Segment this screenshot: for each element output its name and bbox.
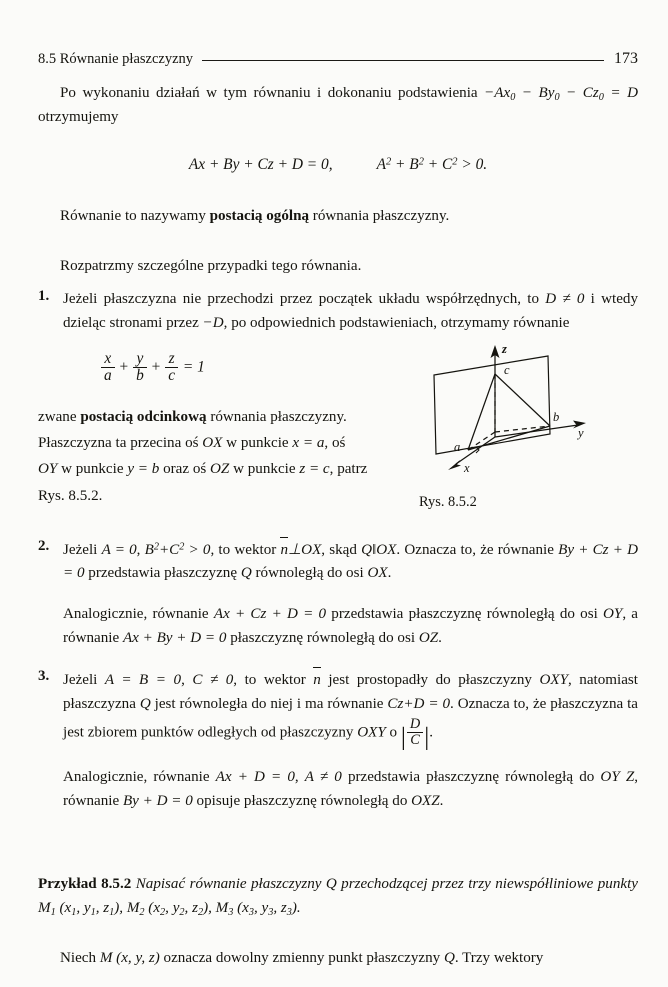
figure-plane-intercepts-diagram [426,337,626,487]
math-c-neq-0: C ≠ 0 [192,672,234,689]
term-general-form: postacią ogólną [209,208,310,225]
list-item-2-number: 2. [38,537,50,554]
plus-sign-2: + [151,358,161,376]
list-item-3-text: Jeżeli A = B = 0, C ≠ 0, to wektor n jest prostopadły do płaszczyzny OXY, natomiast płaszczyzna Q jest równoległa do niej i ma równanie Cz+D = 0. Oznacza to, że płaszczyzna ta jest zbiorem punktów odległych od płaszczyzny OXY o | $\frac{D}{C}$ |. [63,668,638,749]
label-point-b: b [552,409,559,424]
dashed-base-line [468,432,495,450]
math-ox-2: OX [367,565,388,582]
math-a-eq-b-eq-0: A = B = 0 [104,672,182,689]
math-z-eq-c: z = c [299,461,330,478]
math-q-example: Q [325,876,337,893]
running-head-section: 8.5 Równanie płaszczyzny [38,50,194,67]
section-segment-form [38,341,638,521]
paragraph-intro [38,82,638,130]
label-point-a: a [453,439,460,454]
math-q-2: Q [139,695,151,712]
display-equation-segment-form [38,345,368,387]
math-ox: OX [202,435,223,452]
triangle-edge-ca [468,374,495,450]
plus-sign-1: + [119,358,129,376]
math-point-m3: $M_3$ ($x_3$, $y_3$, $z_3$). [215,900,301,919]
label-axis-y: y [577,425,584,440]
math-point-m-xyz: M (x, y, z) [99,950,160,967]
figure-caption: Rys. 8.5.2 [419,493,477,510]
figure-8-5-2 [413,337,638,511]
math-q: Q [240,565,252,582]
paragraph-item-3-analogous: Analogicznie, równanie Ax + D = 0, A ≠ 0 przedstawia płaszczyznę równoległą do OY Z, równanie By + D = 0 opisuje płaszczyznę równoległą do OXZ. [63,768,639,809]
paragraph-item-2-analogous: Analogicznie, równanie Ax + Cz + D = 0 przedstawia płaszczyznę równoległą do osi OY, a równanie Ax + By + D = 0 płaszczyznę równoległą do osi OZ. [63,606,639,647]
math-perp-ox: ⊥OX [288,541,322,558]
paragraph-cases-intro: Rozpatrzmy szczególne przypadki tego równania. [60,258,362,275]
math-q-final: Q [443,950,455,967]
math-oxz: OXZ [411,792,440,809]
fraction-x-over-a: $\frac{x}{a}$ [101,351,115,385]
fraction-y-over-b: $\frac{y}{b}$ [133,351,147,385]
list-item-2 [38,538,638,651]
example-statement: Napisać równanie płaszczyzny Q przechodzącej przez trzy niewspółliniowe punkty $M_1$ ($x_1$, $y_1$, $z_1$), $M_2$ ($x_2$, $y_2$, $z_2$), $M_3$ ($x_3$, $y_3$, $z_3$). [38,876,638,919]
math-oxy-2: OXY [357,724,386,741]
equals-one: = 1 [182,358,205,376]
abs-bar-right: | [424,723,430,751]
triangle-edge-cb [495,374,550,426]
math-oxy: OXY [539,672,569,689]
label-axis-x: x [463,460,470,475]
running-head-rule [202,60,604,61]
display-equation-general-form [38,147,638,179]
math-by-cz-d: By + Cz + D = 0 [63,541,639,582]
intro-text-tail: otrzymujemy [38,109,119,126]
equation-right: $A^2 + B^2 + C^2 > 0$. [376,155,488,173]
fraction-z-over-c: $\frac{z}{c}$ [165,351,178,385]
intro-text: Po wykonaniu działań w tym równaniu i dokonaniu podstawienia [60,85,485,101]
math-minus-d: −D [202,314,224,331]
math-q-parallel-ox: Q‖OX [361,541,397,558]
axis-x-line [453,437,495,464]
running-head [38,48,638,70]
math-a-eq-0: A = 0 [101,541,137,558]
math-vector-n: n [280,538,288,563]
math-oz-2: OZ [418,630,439,647]
list-item-2-text: Jeżeli A = 0, $B^2+C^2 > 0$, to wektor n⊥OX, skąd Q‖OX. Oznacza to, że równanie By + Cz + D = 0 przedstawia płaszczyznę Q równoległą do osi OX. [63,538,638,587]
page-body [38,82,638,971]
list-item-3-number: 3. [38,668,50,685]
math-ax-cz-d: Ax + Cz + D = 0 [213,606,327,623]
math-by-d-eq-0: By + D = 0 [122,792,193,809]
label-point-c: c [503,362,510,377]
page-number: 173 [614,50,638,67]
math-a-neq-0: A ≠ 0 [304,768,342,785]
term-segment-form: postacią odcinkową [80,408,207,425]
math-cz-d-eq-0: Cz+D = 0 [387,695,451,712]
example-label: Przykład 8.5.2 [38,876,132,893]
abs-bar-left: | [400,723,406,751]
fraction-d-over-c: $\frac{D}{C}$ [407,717,423,749]
example-paragraph [38,873,638,921]
math-ax-d-eq-0: Ax + D = 0 [215,768,295,785]
label-axis-z: z [501,341,507,356]
math-y-eq-b: y = b [127,461,160,478]
math-oyz: OY Z [600,768,635,785]
math-vector-n-2: n [313,668,321,693]
equation-left: Ax + By + Cz + D = 0, [188,155,333,173]
math-b2-plus-c2: $B^2+C^2 > 0$ [144,541,211,558]
math-oy: OY [38,461,58,478]
paragraph-segment-form: zwane postacią odcinkową równania płaszczyzny. Płaszczyzna ta przecina oś OX w punkcie x = a, oś OY w punkcie y = b oraz oś OZ w punkcie z = c, patrz Rys. 8.5.2. [38,408,368,504]
segment-form-left-column [38,345,368,509]
paragraph-general-form: Równanie to nazywamy postacią ogólną równania płaszczyzny. [60,208,450,225]
math-ax-by-d: Ax + By + D = 0 [122,630,227,647]
list-item-1-number: 1. [38,287,50,304]
list-item-1 [38,288,638,336]
math-d-neq-0: D ≠ 0 [545,290,585,307]
list-item-3 [38,668,638,813]
intro-math-ax0: $-Ax_0 - By_0 - Cz_0 = D$ [484,85,638,103]
list-item-1-text: Jeżeli płaszczyzna nie przechodzi przez początek układu współrzędnych, to D ≠ 0 i wtedy dzieląc stronami przez −D, po odpowiednich podstawieniach, otrzymamy równanie [63,290,638,331]
math-oz: OZ [210,461,230,478]
triangle-edge-ab [468,426,550,450]
math-point-m2: $M_2$ ($x_2$, $y_2$, $z_2$), [126,900,216,919]
math-point-m1: $M_1$ ($x_1$, $y_1$, $z_1$), [38,900,127,919]
math-oy-2: OY [603,606,623,623]
math-x-eq-a: x = a [292,435,325,452]
paragraph-final: Niech M (x, y, z) oznacza dowolny zmienny punkt płaszczyzny Q. Trzy wektory [60,950,544,967]
